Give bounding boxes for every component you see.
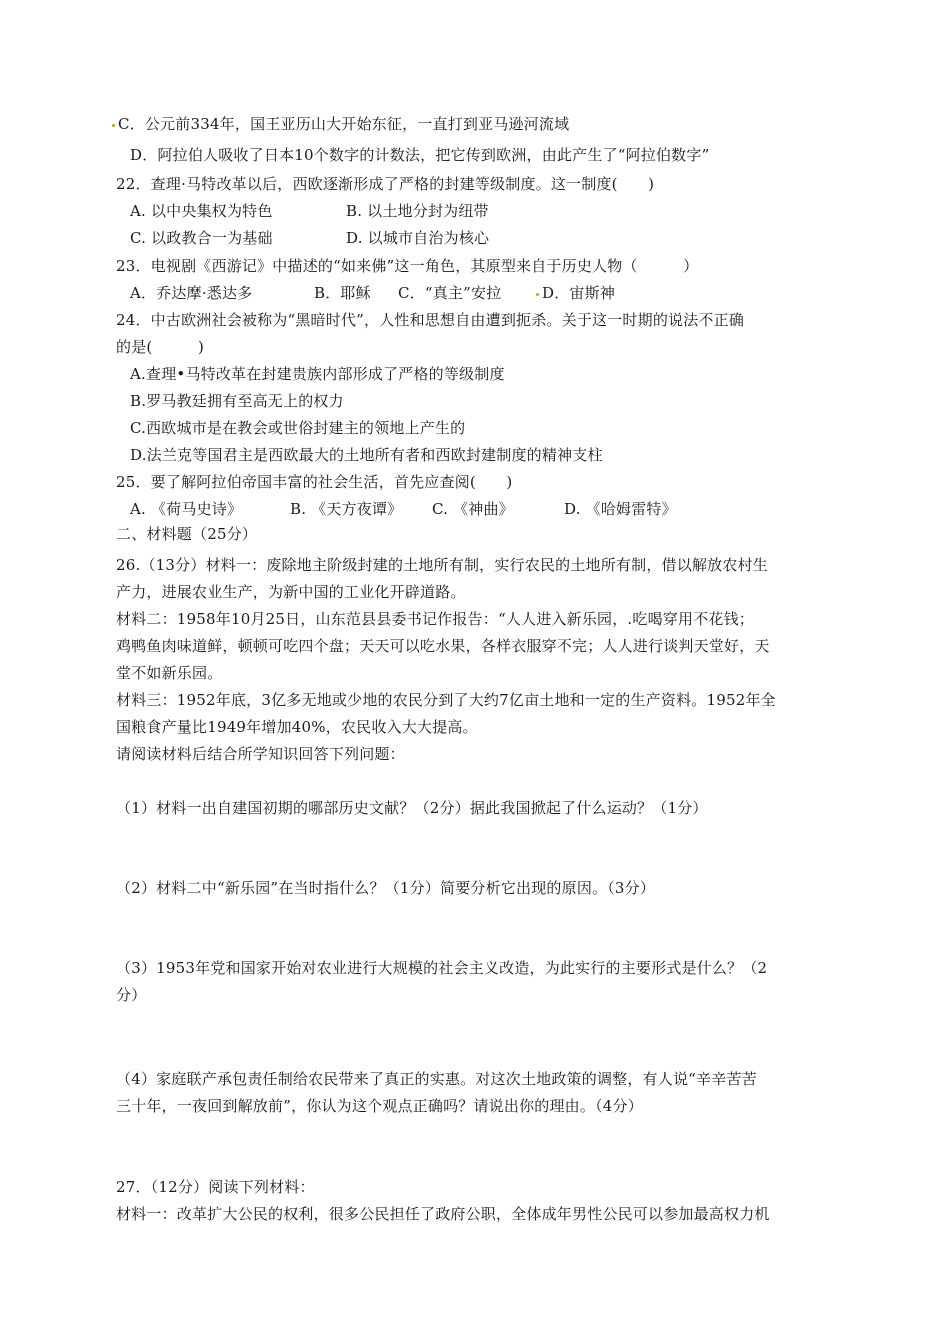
q26-part3-line1: （3）1953年党和国家开始对农业进行大规模的社会主义改造，为此实行的主要形式是什么？（2 bbox=[116, 959, 768, 977]
q26-part4-line1: （4）家庭联产承包责任制给农民带来了真正的实惠。对这次土地政策的调整，有人说“辛辛苦苦 bbox=[116, 1070, 757, 1088]
mark-dot bbox=[536, 293, 539, 296]
q24-option-d: D.法兰克等国君主是西欧最大的土地所有者和西欧封建制度的精神支柱 bbox=[130, 446, 603, 464]
q26-material2-line3: 堂不如新乐园。 bbox=[116, 664, 223, 682]
q24-option-a: A.查理•马特改革在封建贵族内部形成了严格的等级制度 bbox=[130, 365, 505, 383]
section-title-materials: 二、材料题（25分） bbox=[116, 525, 258, 543]
q24-stem-line2: 的是( ) bbox=[116, 338, 205, 356]
q22-option-a: A. 以中央集权为特色 bbox=[130, 202, 273, 220]
q26-part4-line2: 三十年，一夜回到解放前”，你认为这个观点正确吗？请说出你的理由。（4分） bbox=[116, 1097, 643, 1115]
q26-material1-line1: 26.（13分）材料一：废除地主阶级封建的土地所有制，实行农民的土地所有制，借以解放农村生 bbox=[116, 556, 768, 574]
q25-option-a: A. 《荷马史诗》 bbox=[130, 500, 243, 518]
q26-material2-line1: 材料二：1958年10月25日，山东范县县委书记作报告：“人人进入新乐园，.吃喝穿用不花钱； bbox=[116, 610, 754, 628]
q25-stem: 25．要了解阿拉伯帝国丰富的社会生活，首先应查阅( ) bbox=[116, 473, 513, 491]
q26-material3-line1: 材料三：1952年底，3亿多无地或少地的农民分到了大约7亿亩土地和一定的生产资料。1952年全 bbox=[116, 691, 776, 709]
q22-option-d: D. 以城市自治为核心 bbox=[346, 229, 490, 247]
q22-stem: 22．查理·马特改革以后，西欧逐渐形成了严格的封建等级制度。这一制度( ) bbox=[116, 175, 655, 193]
q26-part2: （2）材料二中“新乐园”在当时指什么？（1分）简要分析它出现的原因。（3分） bbox=[116, 879, 656, 897]
q23-option-b: B．耶稣 bbox=[314, 284, 371, 302]
q23-stem: 23．电视剧《西游记》中描述的“如来佛”这一角色，其原型来自于历史人物（ ） bbox=[116, 257, 699, 275]
q24-stem-line1: 24．中古欧洲社会被称为“黑暗时代”，人性和思想自由遭到扼杀。关于这一时期的说法不正确 bbox=[116, 311, 745, 329]
q26-part1: （1）材料一出自建国初期的哪部历史文献？（2分）据此我国掀起了什么运动？（1分） bbox=[116, 799, 708, 817]
q21-option-d: D．阿拉伯人吸收了日本10个数字的计数法，把它传到欧洲，由此产生了“阿拉伯数字” bbox=[130, 146, 710, 164]
q26-material2-line2: 鸡鸭鱼肉味道鲜，顿顿可吃四个盘；天天可以吃水果，各样衣服穿不完；人人进行谈判天堂好，天 bbox=[116, 637, 770, 655]
q23-option-c: C．“真主”安拉 bbox=[398, 284, 502, 302]
q27-stem: 27．（12分）阅读下列材料： bbox=[116, 1178, 315, 1196]
q26-material1-line2: 产力，进展农业生产，为新中国的工业化开辟道路。 bbox=[116, 583, 466, 601]
q27-material1: 材料一：改革扩大公民的权利，很多公民担任了政府公职，全体成年男性公民可以参加最高权力机 bbox=[116, 1205, 770, 1223]
q22-option-c: C. 以政教合一为基础 bbox=[130, 229, 273, 247]
q25-option-b: B. 《天方夜谭》 bbox=[290, 500, 403, 518]
q26-part3-line2: 分） bbox=[116, 986, 147, 1004]
q23-option-d: D．宙斯神 bbox=[536, 283, 615, 303]
q24-option-c: C.西欧城市是在教会或世俗封建主的领地上产生的 bbox=[130, 419, 466, 437]
mark-dot bbox=[112, 124, 115, 127]
q25-option-d: D. 《哈姆雷特》 bbox=[564, 500, 677, 518]
q22-option-b: B. 以土地分封为纽带 bbox=[346, 202, 489, 220]
q23-option-a: A．乔达摩·悉达多 bbox=[130, 284, 253, 302]
q24-option-b: B.罗马教廷拥有至高无上的权力 bbox=[130, 392, 344, 410]
q26-material3-line2: 国粮食产量比1949年增加40%，农民收入大大提高。 bbox=[116, 718, 478, 736]
q21-option-c: C．公元前334年，国王亚历山大开始东征，一直打到亚马逊河流域 bbox=[112, 114, 569, 134]
q25-option-c: C. 《神曲》 bbox=[432, 500, 514, 518]
q26-prompt: 请阅读材料后结合所学知识回答下列问题： bbox=[116, 745, 405, 763]
